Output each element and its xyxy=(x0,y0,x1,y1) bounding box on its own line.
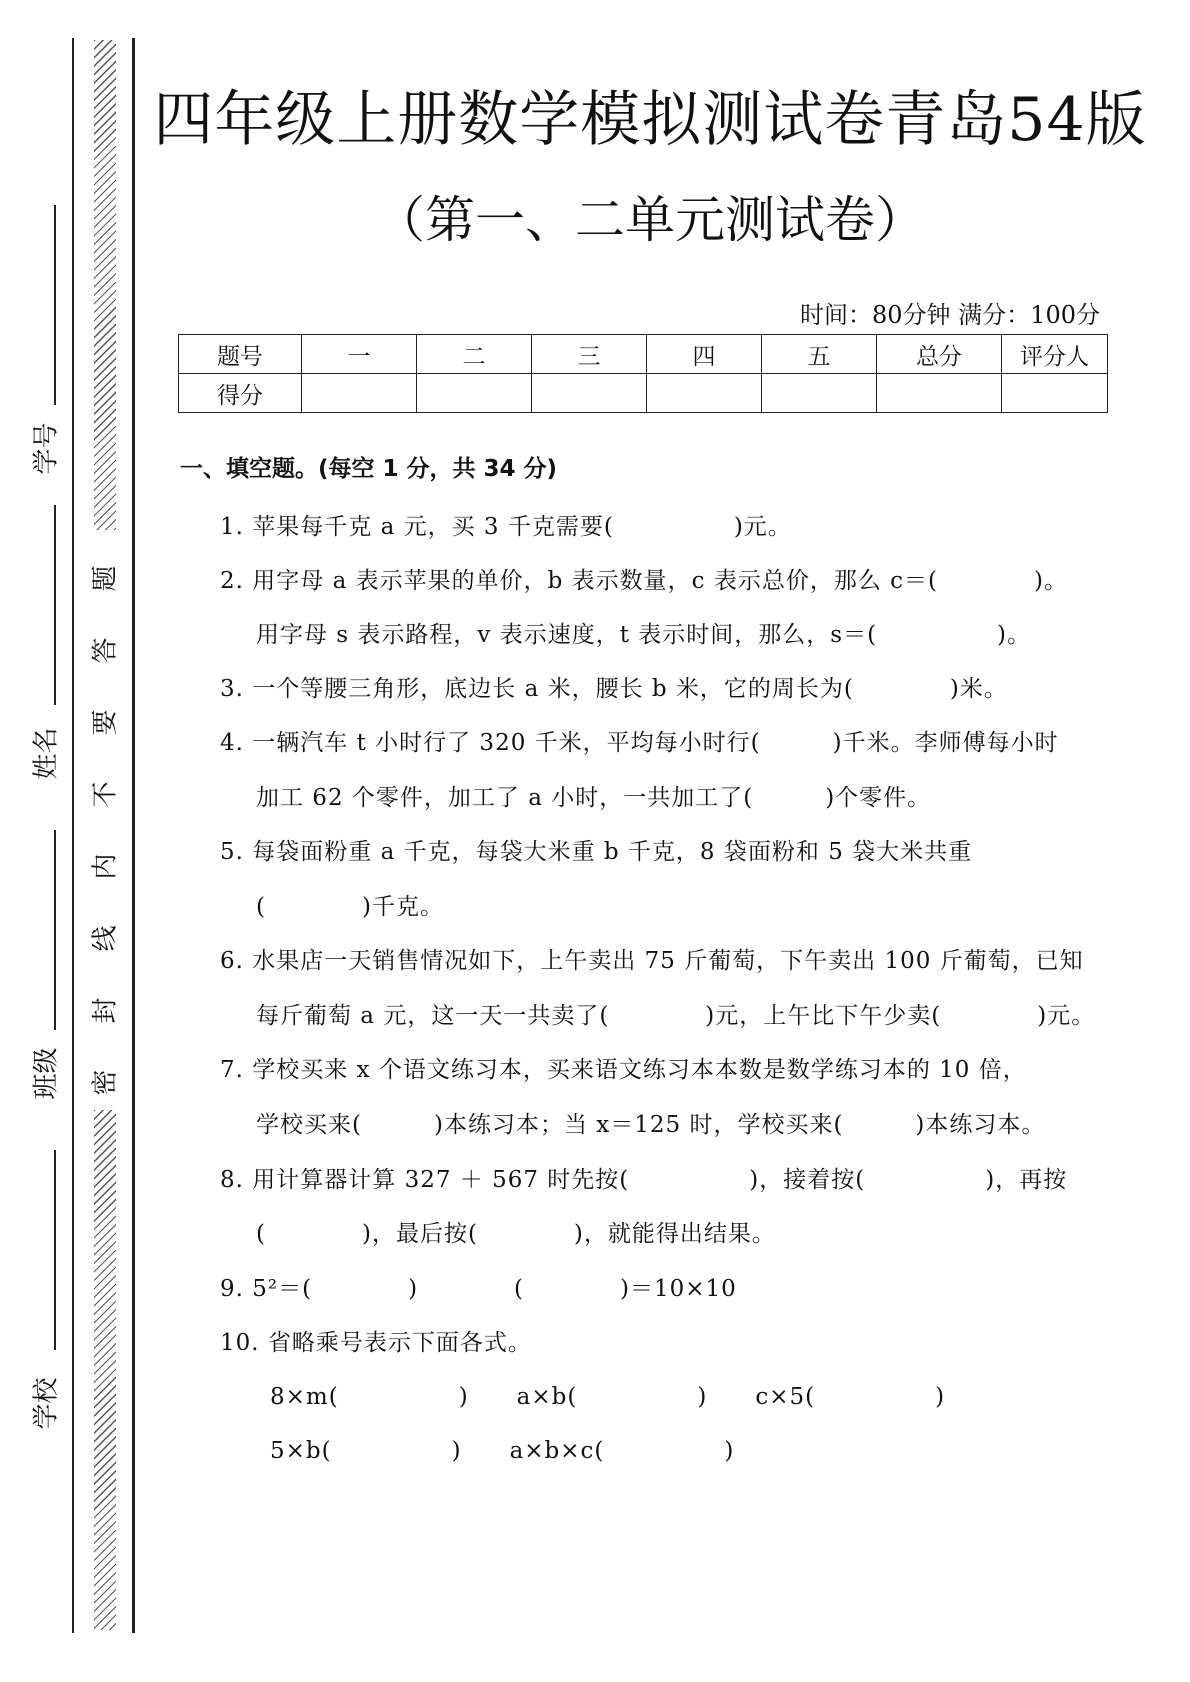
score-header-cell: 一 xyxy=(302,335,417,374)
score-cell[interactable] xyxy=(532,374,647,413)
question-5-cont: ( )千克。 xyxy=(256,894,444,920)
hatch-top xyxy=(94,40,116,530)
score-cell[interactable] xyxy=(1002,374,1108,413)
name-line xyxy=(54,505,56,705)
hatch-bottom xyxy=(94,1110,116,1630)
question-10-row-1: 8×m( ) a×b( ) c×5( ) xyxy=(270,1384,946,1410)
seal-char-6: 线 xyxy=(90,925,121,952)
question-1: 1. 苹果每千克 a 元，买 3 千克需要( )元。 xyxy=(220,514,792,540)
seal-char-2: 答 xyxy=(90,637,121,664)
score-table-score-row xyxy=(179,374,1108,413)
question-2-cont: 用字母 s 表示路程，v 表示速度，t 表示时间，那么，s＝( )。 xyxy=(256,622,1032,648)
class-label: 班级 xyxy=(31,1047,62,1100)
score-cell[interactable] xyxy=(647,374,762,413)
score-table-header-row xyxy=(179,335,1108,374)
exam-meta: 时间：80分钟 满分：100分 xyxy=(800,301,1100,329)
question-10-row-2: 5×b( ) a×b×c( ) xyxy=(270,1438,735,1464)
score-header-cell: 五 xyxy=(762,335,877,374)
question-5: 5. 每袋面粉重 a 千克，每袋大米重 b 千克，8 袋面粉和 5 袋大米共重 xyxy=(220,839,973,865)
page-title: 四年级上册数学模拟测试卷青岛54版 xyxy=(153,85,1147,155)
class-line xyxy=(54,830,56,1030)
question-7: 7. 学校买来 x 个语文练习本，买来语文练习本本数是数学练习本的 10 倍， xyxy=(220,1057,1027,1083)
student-id-line xyxy=(54,205,56,405)
question-4: 4. 一辆汽车 t 小时行了 320 千米，平均每小时行( )千米。李师傅每小时 xyxy=(220,730,1059,756)
school-line xyxy=(54,1150,56,1350)
question-10: 10. 省略乘号表示下面各式。 xyxy=(220,1330,532,1356)
question-9: 9. 5²＝( ) ( )＝10×10 xyxy=(220,1276,737,1302)
seal-char-5: 内 xyxy=(90,853,121,880)
score-cell[interactable] xyxy=(417,374,532,413)
score-cell[interactable] xyxy=(877,374,1002,413)
seal-char-3: 要 xyxy=(90,709,121,736)
question-8-cont: ( )，最后按( )，就能得出结果。 xyxy=(256,1221,776,1247)
score-header-cell: 四 xyxy=(647,335,762,374)
score-row-label: 得分 xyxy=(179,374,302,413)
score-cell[interactable] xyxy=(302,374,417,413)
seal-char-1: 题 xyxy=(90,565,121,592)
question-4-cont: 加工 62 个零件，加工了 a 小时，一共加工了( )个零件。 xyxy=(256,785,932,811)
question-6-cont: 每斤葡萄 a 元，这一天一共卖了( )元，上午比下午少卖( )元。 xyxy=(256,1003,1096,1029)
score-header-cell: 题号 xyxy=(179,335,302,374)
margin-rule-inner xyxy=(72,38,74,1633)
question-8: 8. 用计算器计算 327 ＋ 567 时先按( )，接着按( )，再按 xyxy=(220,1167,1068,1193)
question-2: 2. 用字母 a 表示苹果的单价，b 表示数量，c 表示总价，那么 c＝( )。 xyxy=(220,568,1068,594)
school-label: 学校 xyxy=(31,1377,62,1430)
seal-char-4: 不 xyxy=(90,781,121,808)
question-3: 3. 一个等腰三角形，底边长 a 米，腰长 b 米，它的周长为( )米。 xyxy=(220,676,1008,702)
score-header-cell: 三 xyxy=(532,335,647,374)
score-cell[interactable] xyxy=(762,374,877,413)
score-header-cell: 评分人 xyxy=(1002,335,1108,374)
margin-rule-outer xyxy=(132,38,135,1633)
binding-margin xyxy=(0,0,140,1682)
page-subtitle: （第一、二单元测试卷） xyxy=(375,191,925,249)
question-6: 6. 水果店一天销售情况如下，上午卖出 75 斤葡萄，下午卖出 100 斤葡萄，已知 xyxy=(220,948,1084,974)
question-7-cont: 学校买来( )本练习本；当 x＝125 时，学校买来( )本练习本。 xyxy=(256,1112,1046,1138)
student-id-label: 学号 xyxy=(31,422,62,475)
section-heading: 一、填空题。(每空 1 分，共 34 分) xyxy=(180,456,558,482)
score-header-cell: 总分 xyxy=(877,335,1002,374)
name-label: 姓名 xyxy=(31,727,62,780)
seal-char-7: 封 xyxy=(90,997,121,1024)
score-table xyxy=(178,334,1108,413)
seal-char-8: 密 xyxy=(90,1069,121,1096)
score-header-cell: 二 xyxy=(417,335,532,374)
